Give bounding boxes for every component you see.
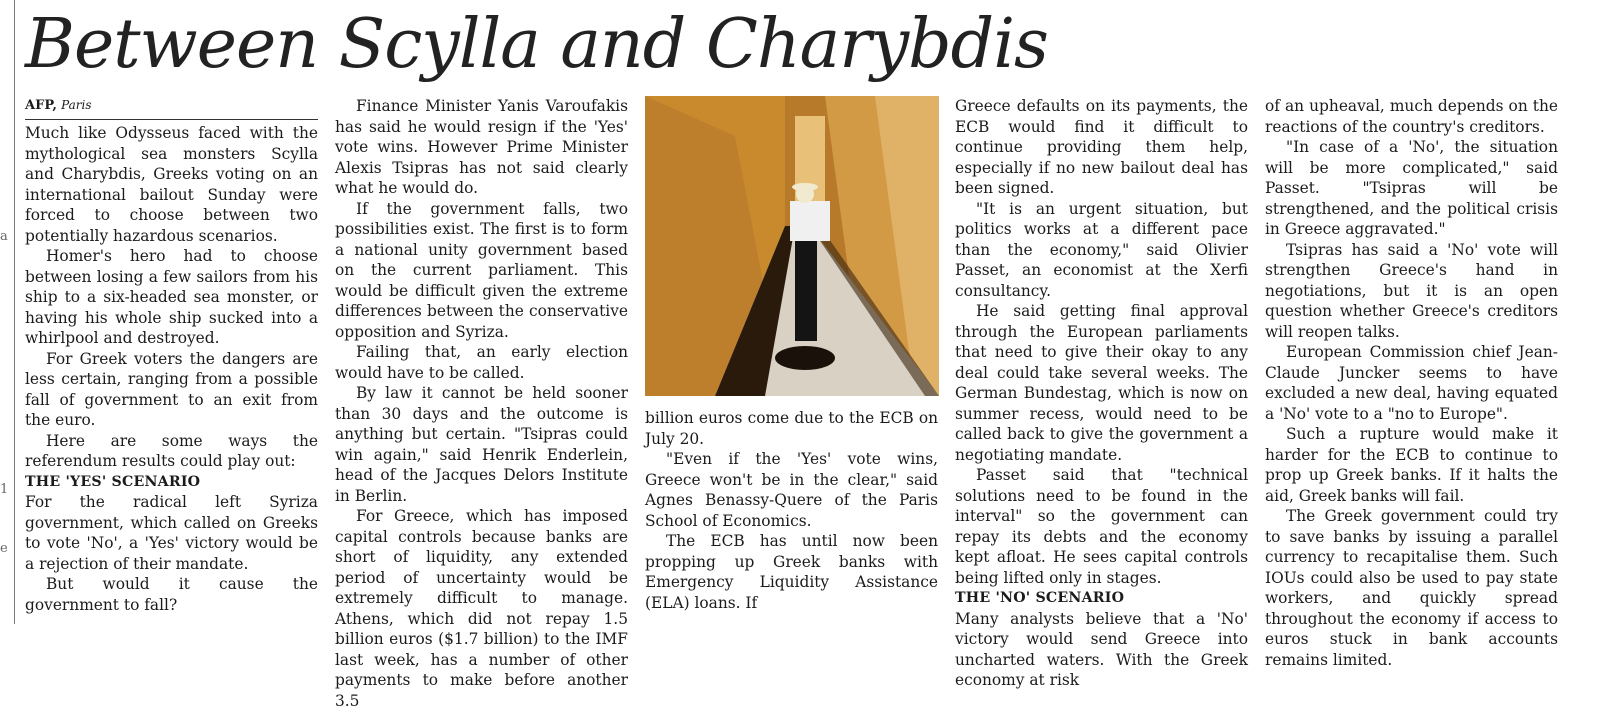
subheading-no-scenario: THE 'NO' SCENARIO <box>955 590 1125 606</box>
byline <box>25 96 318 120</box>
gutter-mark: e <box>0 541 8 556</box>
article-column-1 <box>25 96 318 615</box>
paragraph: "Even if the 'Yes' vote wins, Greece won't be in the clear," said Agnes Benassy-Quere of the Paris School of Economics. <box>645 450 938 530</box>
paragraph: Finance Minister Yanis Varoufakis has said he would resign if the 'Yes' vote wins. However Prime Minister Alexis Tsipras has not said clearly what he would do. <box>335 97 628 197</box>
paragraph: He said getting final approval through the European parliaments that need to give their okay to any deal could take several weeks. The German Bundestag, which is now on summer recess, would need to be called back to give the government a negotiating mandate. <box>955 302 1248 464</box>
paragraph: Such a rupture would make it harder for the ECB to continue to prop up Greek banks. If it halts the aid, Greek banks will fail. <box>1265 425 1558 505</box>
gutter-mark: a <box>0 229 8 244</box>
article-column-5 <box>1265 96 1558 670</box>
paragraph: Much like Odysseus faced with the mythological sea monsters Scylla and Charybdis, Greeks voting on an international bailout Sunday were forced to choose between two potentially hazardous scenarios. <box>25 124 318 245</box>
article-column-4 <box>955 96 1248 691</box>
gutter-mark: 1 <box>0 482 9 497</box>
paragraph: billion euros come due to the ECB on July 20. <box>645 409 938 448</box>
paragraph: The ECB has until now been propping up Greek banks with Emergency Liquidity Assistance (ELA) loans. If <box>645 532 938 612</box>
article-headline: Between Scylla and Charybdis <box>25 5 1048 84</box>
paragraph: Many analysts believe that a 'No' victory would send Greece into uncharted waters. With the Greek economy at risk <box>955 609 1248 689</box>
paragraph: Tsipras has said a 'No' vote will strengthen Greece's hand in negotiations, but it is an open question whether Greece's creditors will reopen talks. <box>1265 240 1558 341</box>
paragraph: European Commission chief Jean-Claude Juncker seems to have excluded a new deal, having equated a 'No' vote to a "no to Europe". <box>1265 343 1558 423</box>
byline-agency: AFP, <box>25 98 57 113</box>
paragraph: For Greece, which has imposed capital controls because banks are short of liquidity, any extended period of uncertainty would be extremely difficult to manage. Athens, which did not repay 1.5 billion euros ($1.7 billion) to the IMF last week, has a number of other payments to make before another 3.5 <box>335 507 628 710</box>
article-column-3 <box>645 96 938 613</box>
paragraph: Homer's hero had to choose between losing a few sailors from his ship to a six-headed sea monster, or having his whole ship sucked into a whirlpool and destroyed. <box>25 247 318 347</box>
paragraph: "In case of a 'No', the situation will be more complicated," said Passet. "Tsipras will be strengthened, and the political crisis in Greece aggravated." <box>1265 138 1558 238</box>
alley-photo <box>645 96 939 396</box>
paragraph: For Greek voters the dangers are less certain, ranging from a possible fall of government to an exit from the euro. <box>25 349 318 429</box>
paragraph: Here are some ways the referendum results could play out: <box>25 431 318 470</box>
paragraph: For the radical left Syriza government, which called on Greeks to vote 'No', a 'Yes' victory would be a rejection of their mandate. <box>25 493 318 573</box>
article-column-2 <box>335 96 628 711</box>
paragraph: By law it cannot be held sooner than 30 days and the outcome is anything but certain. "Tsipras could win again," said Henrik Enderlein, head of the Jacques Delors Institute in Berlin. <box>335 384 628 505</box>
paragraph: Greece defaults on its payments, the ECB would find it difficult to continue providing them help, especially if no new bailout deal has been signed. <box>955 97 1248 197</box>
paragraph: Failing that, an early election would have to be called. <box>335 343 628 382</box>
paragraph: If the government falls, two possibilities exist. The first is to form a national unity government based on the current parliament. This would be difficult given the extreme differences between the conservative opposition and Syriza. <box>335 199 628 341</box>
byline-place: Paris <box>61 98 92 112</box>
paragraph: Passet said that "technical solutions need to be found in the interval" so the government can repay its debts and the economy kept afloat. He sees capital controls being lifted only in stages. <box>955 466 1248 587</box>
left-column-rule <box>14 0 15 624</box>
paragraph: But would it cause the government to fall? <box>25 575 318 614</box>
paragraph: The Greek government could try to save banks by issuing a parallel currency to recapitalise them. Such IOUs could also be used to pay state workers, and quickly spread throughout the economy if access to euros stuck in bank accounts remains limited. <box>1265 507 1558 669</box>
paragraph: "It is an urgent situation, but politics works at a different pace than the economy," said Olivier Passet, an economist at the Xerfi consultancy. <box>955 199 1248 300</box>
paragraph: of an upheaval, much depends on the reactions of the country's creditors. <box>1265 97 1558 136</box>
subheading-yes-scenario: THE 'YES' SCENARIO <box>25 473 201 490</box>
